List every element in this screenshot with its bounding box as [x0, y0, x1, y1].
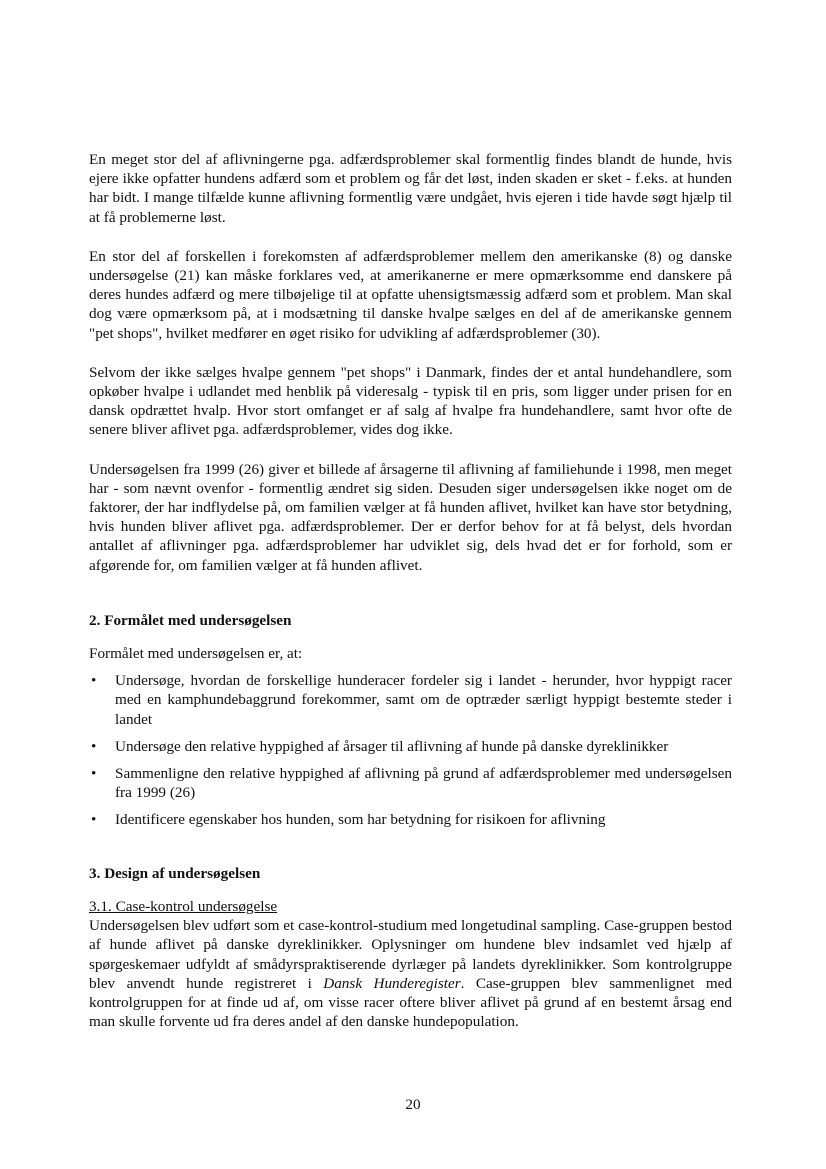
- list-item-text: Undersøge den relative hyppighed af årsager til aflivning af hunde på danske dyreklinikker: [115, 737, 669, 755]
- purpose-list: [89, 671, 732, 829]
- section-2-intro: Formålet med undersøgelsen er, at:: [89, 645, 303, 663]
- bullet-icon: •: [91, 737, 97, 755]
- bullet-icon: •: [91, 672, 97, 690]
- page-content: [89, 150, 732, 1051]
- list-item: [89, 737, 732, 756]
- list-item-text: Identificere egenskaber hos hunden, som har betydning for risikoen for aflivning: [115, 811, 606, 829]
- registry-name: Dansk Hunderegister: [323, 974, 461, 992]
- list-item: [89, 764, 732, 802]
- paragraph-2: En stor del af forskellen i forekomsten af adfærdsproblemer mellem den amerikanske (8) og danske undersøgelse (21) kan måske forklares ved, at amerikanerne er mere opmærksomme end danskere på deres hundes adfærd og mere tilbøjelige til at opfatte uhensigtsmæssig adfærd som et problem. Man skal dog være opmærksom på, at i modsætning til danske hvalpe sælges en del af de amerikanske gennem "pet shops", hvilket medfører en øget risiko for udvikling af adfærdsproblemer (30).: [89, 247, 732, 342]
- paragraph-3: Selvom der ikke sælges hvalpe gennem "pet shops" i Danmark, findes der et antal hundehandlere, som opkøber hvalpe i udlandet med henblik på videresalg - typisk til en pris, som ligger under prisen for en dansk opdrættet hvalp. Hvor stort omfanget er af salg af hvalpe fra hundehandlere, samt hvor ofte de senere bliver aflivet pga. adfærdsproblemer, vides dog ikke.: [89, 363, 732, 439]
- section-3-heading: 3. Design af undersøgelsen: [89, 864, 261, 882]
- list-item: [89, 671, 732, 729]
- section-3-1-text-b: . Case-gruppen blev sammenlignet med kontrolgruppen for at finde ud af, om visse racer oftere bliver aflivet på grund af en bestemt årsag end man skulle forvente ud fra deres andel af den danske hundepopulation.: [89, 974, 732, 1031]
- paragraph-4: Undersøgelsen fra 1999 (26) giver et billede af årsagerne til aflivning af familiehunde i 1998, men meget har - som nævnt ovenfor - formentlig ændret sig siden. Desuden siger undersøgelsen ikke noget om de faktorer, der har indflydelse på, om familien vælger at få hunden aflivet, hvilket kan have stor betydning, hvis hunden bliver aflivet pga. adfærdsproblemer. Der er derfor behov for at få belyst, dels hvordan antallet af aflivninger pga. adfærdsproblemer har udviklet sig, dels hvad det er for forhold, som er afgørende for, om familien vælger at få hunden aflivet.: [89, 460, 732, 574]
- subsection-heading: 3.1. Case-kontrol undersøgelse: [89, 897, 278, 915]
- bullet-icon: •: [91, 811, 97, 829]
- section-3-1-paragraph: [89, 897, 732, 1031]
- list-item: [89, 810, 732, 829]
- list-item-text: Undersøge, hvordan de forskellige hunderacer fordeler sig i landet - herunder, hvor hyppigt racer med en kamphundebaggrund forekommer, samt om de optræder særligt hyppigt bestemte steder i landet: [115, 672, 732, 728]
- section-3-1-text-a: Undersøgelsen blev udført som et case-kontrol-studium med longetudinal sampling. Case-gruppen bestod af hunde aflivet på danske dyreklinikker. Oplysninger om hundene blev indsamlet ved hjælp af spørgeskemaer udfyldt af smådyrspraktiserende dyrlæger på landets dyreklinikker. Som kontrolgruppe blev anvendt hunde registreret i: [89, 917, 732, 992]
- page-number: 20: [405, 1096, 421, 1113]
- bullet-icon: •: [91, 765, 97, 783]
- paragraph-1: En meget stor del af aflivningerne pga. adfærdsproblemer skal formentlig findes blandt de hunde, hvis ejere ikke opfatter hundens adfærd som et problem og får det løst, inden skaden er sket - f.eks. at hunden har bidt. I mange tilfælde kunne aflivning formentlig være undgået, hvis ejeren i tide havde søgt hjælp til at få problemerne løst.: [89, 151, 732, 226]
- section-2-heading: 2. Formålet med undersøgelsen: [89, 611, 292, 629]
- list-item-text: Sammenligne den relative hyppighed af aflivning på grund af adfærdsproblemer med undersøgelsen fra 1999 (26): [115, 765, 732, 802]
